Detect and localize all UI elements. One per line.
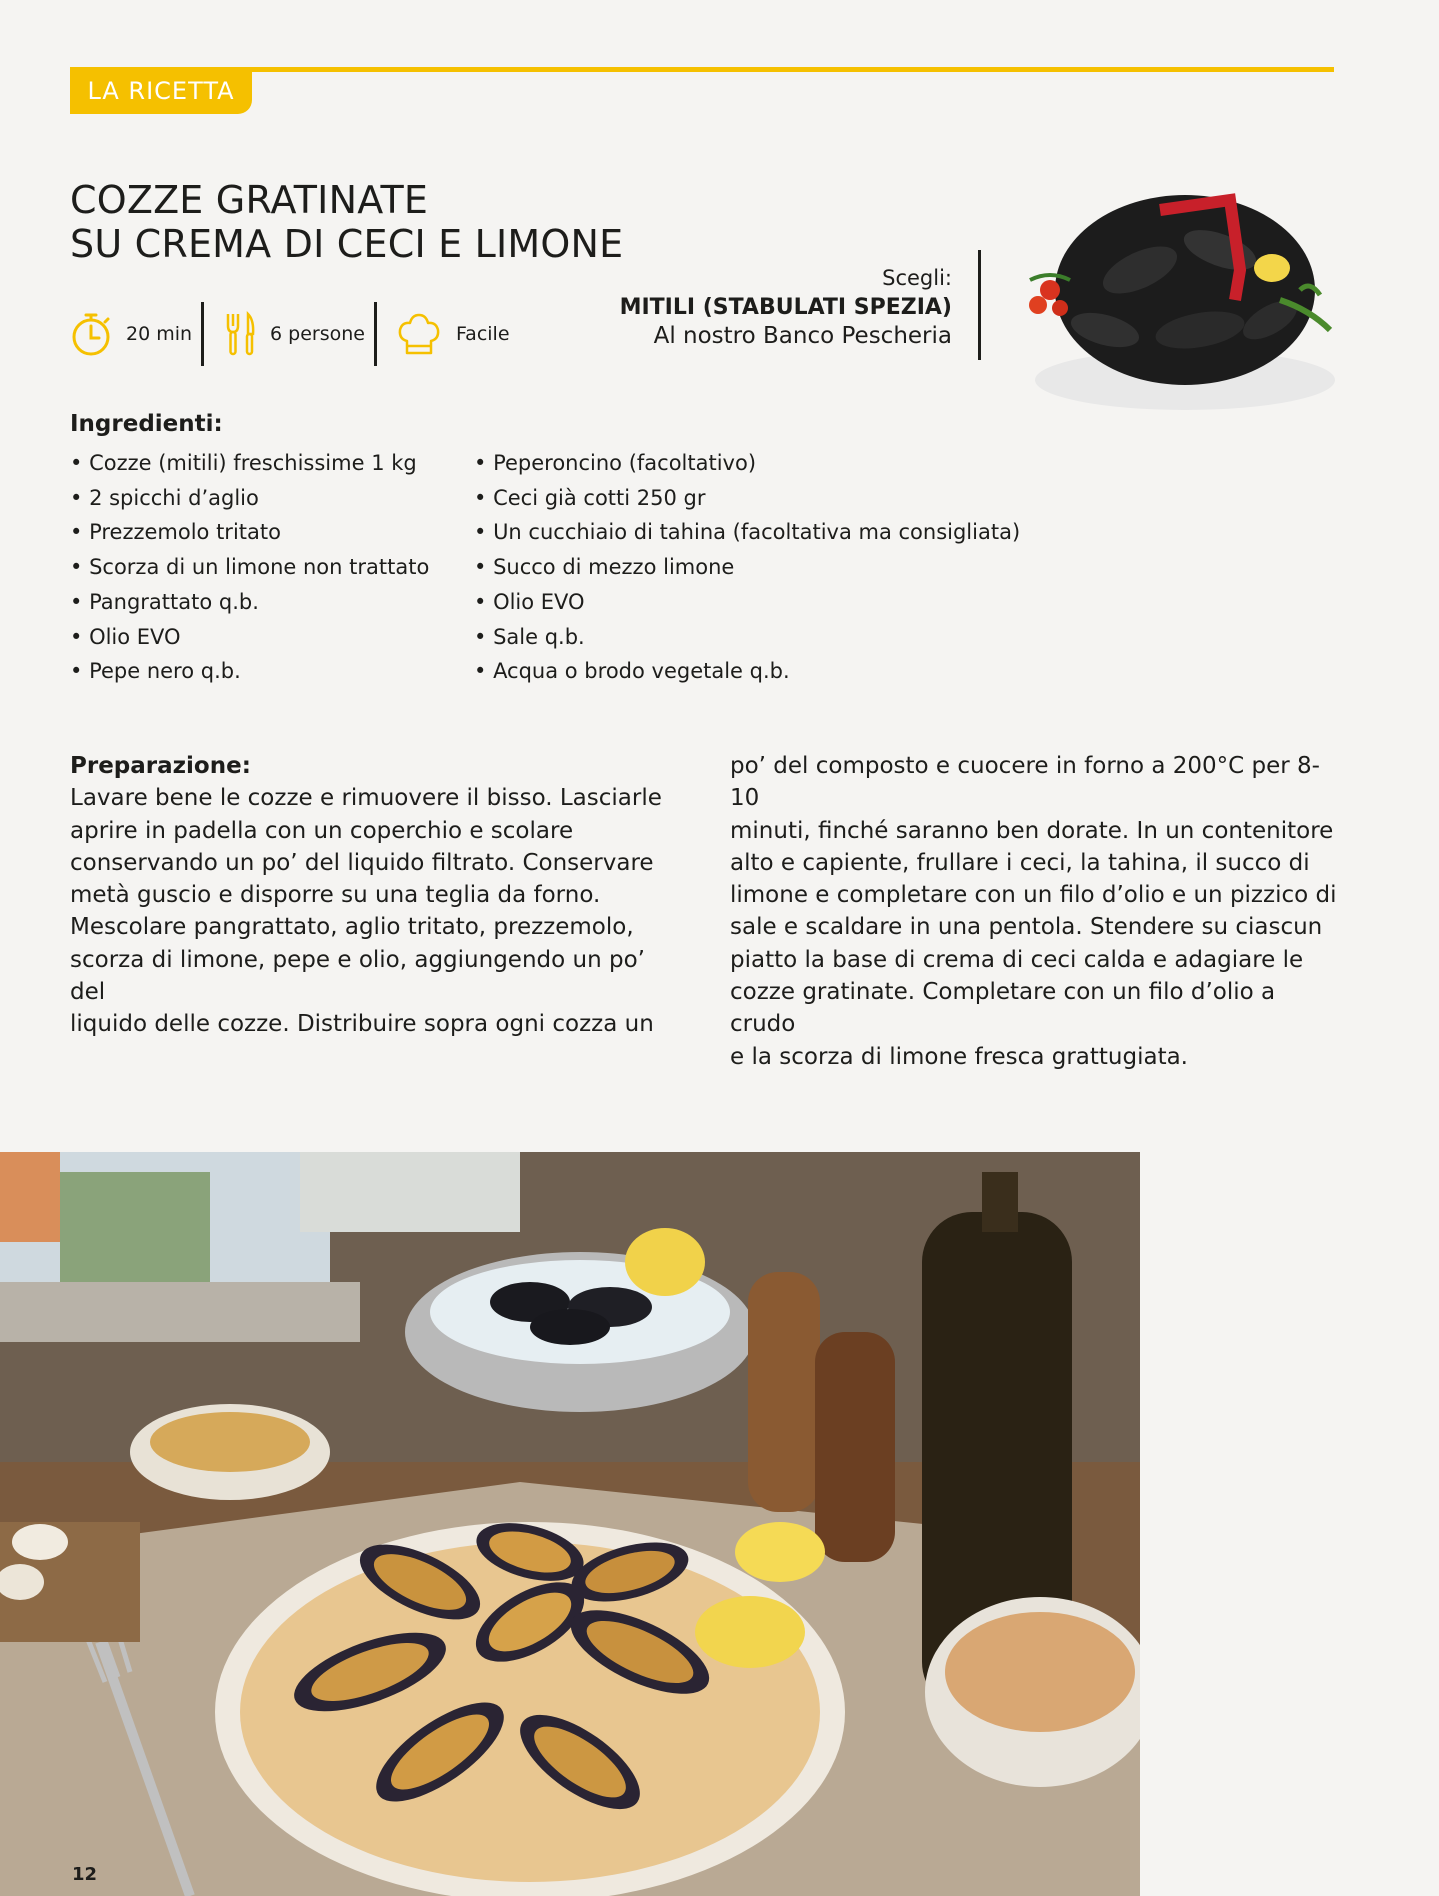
- text-line: po’ del composto e cuocere in forno a 200°C per 8-10: [730, 753, 1320, 812]
- servings-label: 6 persone: [270, 323, 365, 345]
- list-item: • Pepe nero q.b.: [70, 654, 429, 689]
- page-number: 12: [72, 1864, 98, 1885]
- text-line: Lavare bene le cozze e rimuovere il bisso. Lasciarle: [70, 785, 662, 812]
- list-item: • Un cucchiaio di tahina (facoltativa ma consigliata): [474, 515, 1020, 550]
- ingredients-list-1: [70, 446, 429, 689]
- chef-hat-icon: [396, 311, 442, 357]
- list-item: • Sale q.b.: [474, 620, 1020, 655]
- text-line: alto e capiente, frullare i ceci, la tahina, il succo di: [730, 849, 1310, 876]
- meta-difficulty: [396, 302, 510, 366]
- dish-photo: [0, 1152, 1140, 1896]
- difficulty-label: Facile: [456, 323, 510, 345]
- product-name: MITILI (STABULATI SPEZIA): [619, 295, 952, 320]
- ingredients-heading: Ingredienti:: [70, 411, 223, 437]
- text-line: scorza di limone, pepe e olio, aggiungendo un po’ del: [70, 946, 645, 1006]
- preparation-left: [70, 750, 680, 1041]
- text-line: e la scorza di limone fresca grattugiata.: [730, 1043, 1188, 1070]
- choose-label: Scegli:: [882, 266, 952, 290]
- cutlery-icon: [224, 310, 256, 358]
- list-item: • Peperoncino (facoltativo): [474, 446, 1020, 481]
- recipe-title: [70, 178, 623, 266]
- preparation-right: [730, 750, 1340, 1073]
- text-line: conservando un po’ del liquido filtrato. Conservare: [70, 849, 654, 876]
- list-item: • Scorza di un limone non trattato: [70, 550, 429, 585]
- text-line: minuti, finché saranno ben dorate. In un contenitore: [730, 817, 1334, 844]
- preparation-heading: Preparazione:: [70, 753, 251, 779]
- section-tag: LA RICETTA: [70, 68, 252, 114]
- product-location: Al nostro Banco Pescheria: [653, 323, 952, 349]
- meta-divider: [374, 302, 377, 366]
- list-item: • Pangrattato q.b.: [70, 585, 429, 620]
- product-callout: [620, 264, 952, 351]
- meta-servings: [224, 302, 365, 366]
- list-item: • Olio EVO: [474, 585, 1020, 620]
- meta-divider: [201, 302, 204, 366]
- list-item: • Cozze (mitili) freschissime 1 kg: [70, 446, 429, 481]
- text-line: liquido delle cozze. Distribuire sopra ogni cozza un: [70, 1011, 654, 1038]
- list-item: • Prezzemolo tritato: [70, 515, 429, 550]
- timer-icon: [70, 311, 112, 357]
- list-item: • Ceci già cotti 250 gr: [474, 481, 1020, 516]
- recipe-title-line2: SU CREMA DI CECI E LIMONE: [70, 222, 624, 266]
- list-item: • Succo di mezzo limone: [474, 550, 1020, 585]
- time-label: 20 min: [126, 323, 193, 345]
- list-item: • Acqua o brodo vegetale q.b.: [474, 654, 1020, 689]
- callout-divider: [978, 250, 981, 360]
- ingredients-list-2: [474, 446, 1020, 689]
- text-line: metà guscio e disporre su una teglia da forno.: [70, 882, 601, 909]
- text-line: aprire in padella con un coperchio e scolare: [70, 817, 574, 844]
- meta-time: [70, 302, 192, 366]
- list-item: • Olio EVO: [70, 620, 429, 655]
- text-line: cozze gratinate. Completare con un filo d’olio a crudo: [730, 979, 1276, 1038]
- text-line: sale e scaldare in una pentola. Stendere su ciascun: [730, 914, 1323, 941]
- mussels-product-image: [1010, 180, 1340, 420]
- text-line: Mescolare pangrattato, aglio tritato, prezzemolo,: [70, 914, 634, 941]
- text-line: piatto la base di crema di ceci calda e adagiare le: [730, 946, 1304, 973]
- recipe-title-line1: COZZE GRATINATE: [70, 178, 429, 222]
- list-item: • 2 spicchi d’aglio: [70, 481, 429, 516]
- text-line: limone e completare con un filo d’olio e un pizzico di: [730, 882, 1337, 909]
- header-rule: [70, 67, 1334, 72]
